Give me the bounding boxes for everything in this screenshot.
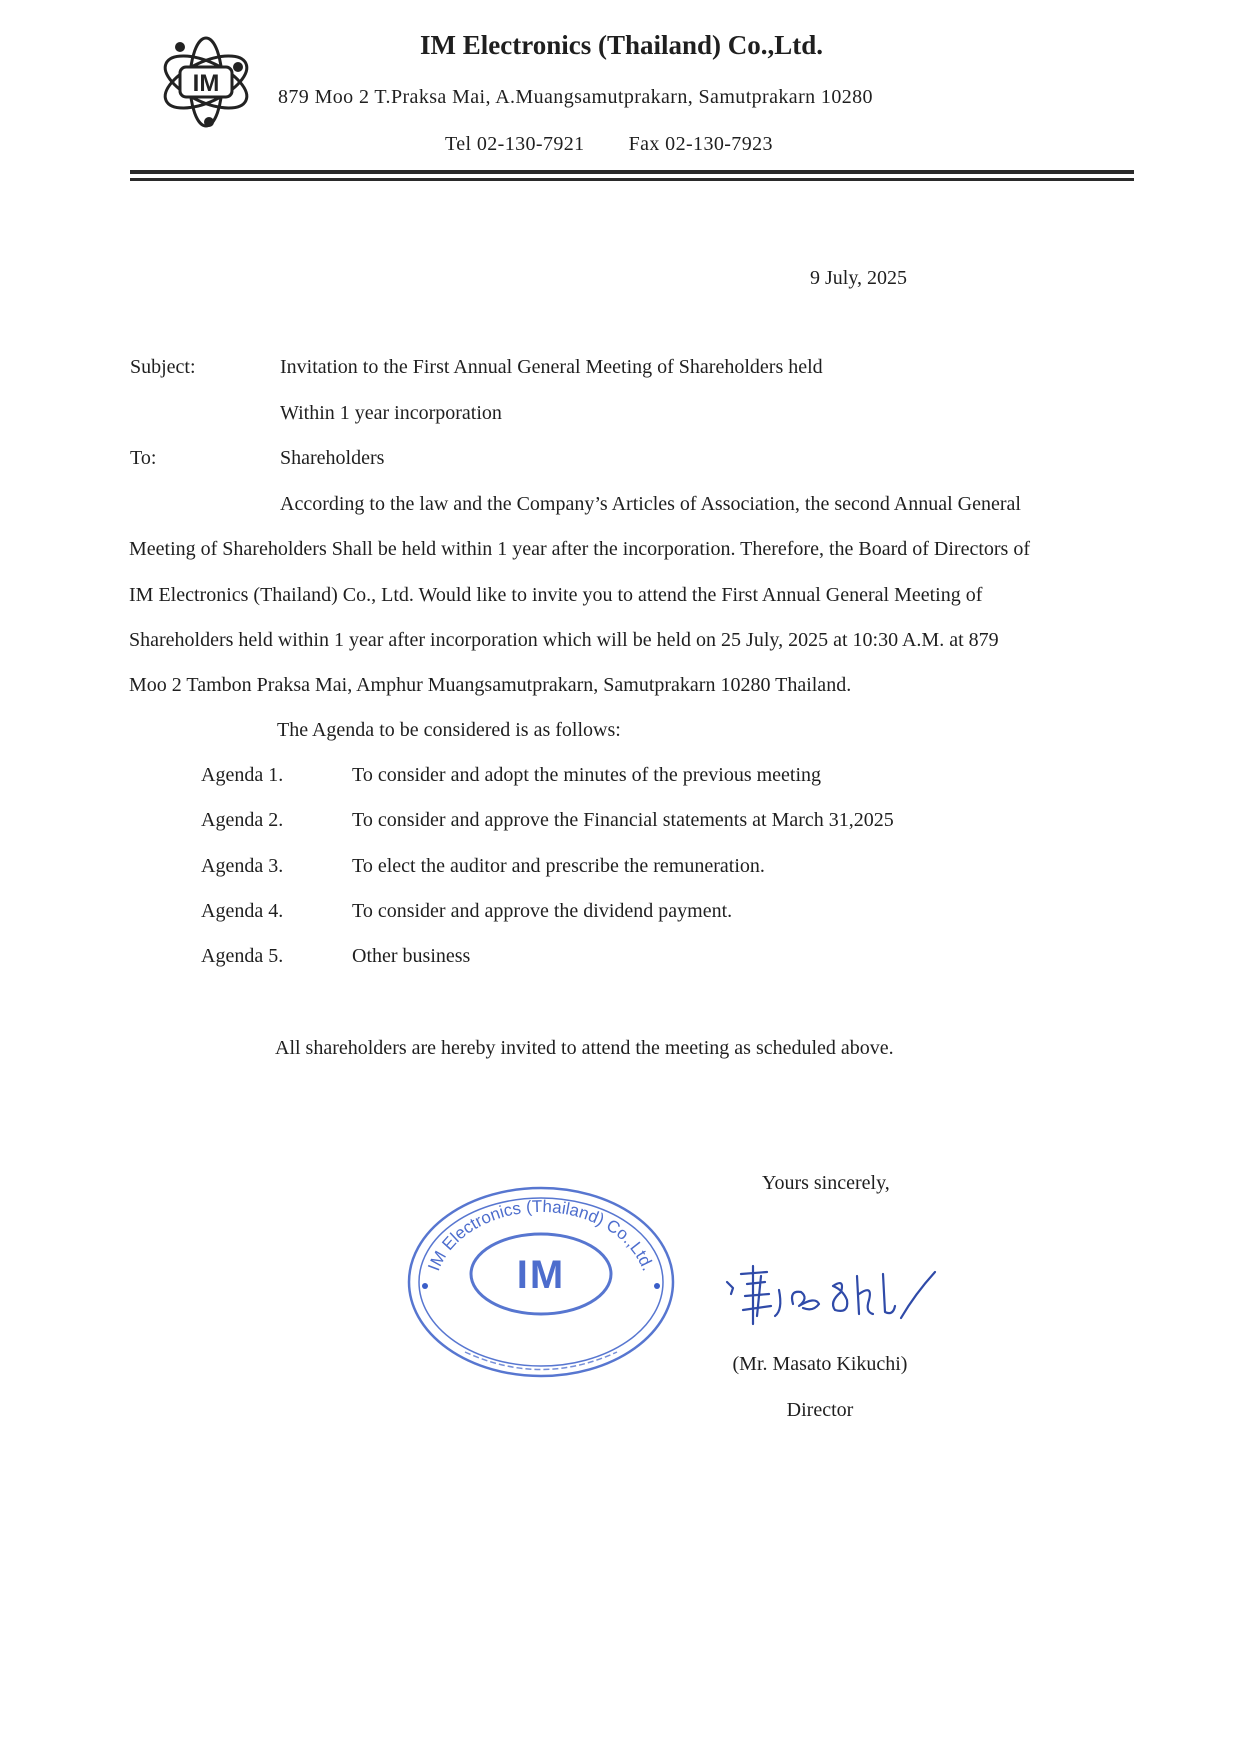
company-name: IM Electronics (Thailand) Co.,Ltd.: [420, 30, 824, 60]
signoff-greeting: Yours sincerely,: [762, 1172, 890, 1194]
agenda-intro: The Agenda to be considered is as follows:: [277, 719, 621, 741]
subject-line-1: Invitation to the First Annual General Meeting of Shareholders held: [280, 356, 823, 378]
body-line-5: Moo 2 Tambon Praksa Mai, Amphur Muangsamutprakarn, Samutprakarn 10280 Thailand.: [129, 674, 852, 696]
subject-line-2: Within 1 year incorporation: [280, 402, 502, 424]
agenda-label: Agenda 2.: [201, 809, 284, 831]
company-seal-stamp-icon: [405, 1182, 677, 1382]
contact-line: [445, 133, 773, 156]
agenda-label: Agenda 5.: [201, 945, 284, 967]
agenda-text: Other business: [352, 945, 471, 967]
body-line-2: Meeting of Shareholders Shall be held within 1 year after the incorporation. Therefore, the Board of Directors of: [129, 538, 1030, 560]
header-rule-thick: [130, 170, 1134, 174]
company-address: 879 Moo 2 T.Praksa Mai, A.Muangsamutprakarn, Samutprakarn 10280: [278, 86, 873, 108]
header-rule-thin: [130, 178, 1134, 181]
agenda-label: Agenda 1.: [201, 764, 284, 786]
agenda-label: Agenda 4.: [201, 900, 284, 922]
agenda-label: Agenda 3.: [201, 855, 284, 877]
agenda-text: To consider and approve the dividend payment.: [352, 900, 733, 922]
signatory-title: Director: [786, 1399, 854, 1421]
fax-number: Fax 02-130-7923: [628, 133, 773, 155]
body-line-4: Shareholders held within 1 year after incorporation which will be held on 25 July, 2025 at 10:30 A.M. at 879: [129, 629, 999, 651]
agenda-text: To consider and adopt the minutes of the previous meeting: [352, 764, 822, 786]
company-logo-icon: [158, 34, 254, 130]
signatory-name: (Mr. Masato Kikuchi): [732, 1353, 908, 1375]
to-label: To:: [130, 447, 157, 469]
body-line-3: IM Electronics (Thailand) Co., Ltd. Would like to invite you to attend the First Annual General Meeting of: [129, 584, 983, 606]
svg-text:IM: IM: [516, 1253, 566, 1297]
letter-date: 9 July, 2025: [810, 267, 908, 289]
tel-number: Tel 02-130-7921: [445, 133, 585, 155]
subject-label: Subject:: [130, 356, 196, 378]
agenda-text: To consider and approve the Financial statements at March 31,2025: [352, 809, 894, 831]
to-value: Shareholders: [280, 447, 385, 469]
agenda-text: To elect the auditor and prescribe the remuneration.: [352, 855, 765, 877]
handwritten-signature-icon: [723, 1254, 939, 1334]
closing-line: All shareholders are hereby invited to attend the meeting as scheduled above.: [275, 1037, 894, 1059]
logo-text: IM: [192, 70, 220, 97]
body-line-1: According to the law and the Company’s Articles of Association, the second Annual General: [280, 493, 1021, 515]
svg-text:IM Electronics (Thailand) Co.,: IM Electronics (Thailand) Co.,Ltd.: [424, 1196, 658, 1274]
